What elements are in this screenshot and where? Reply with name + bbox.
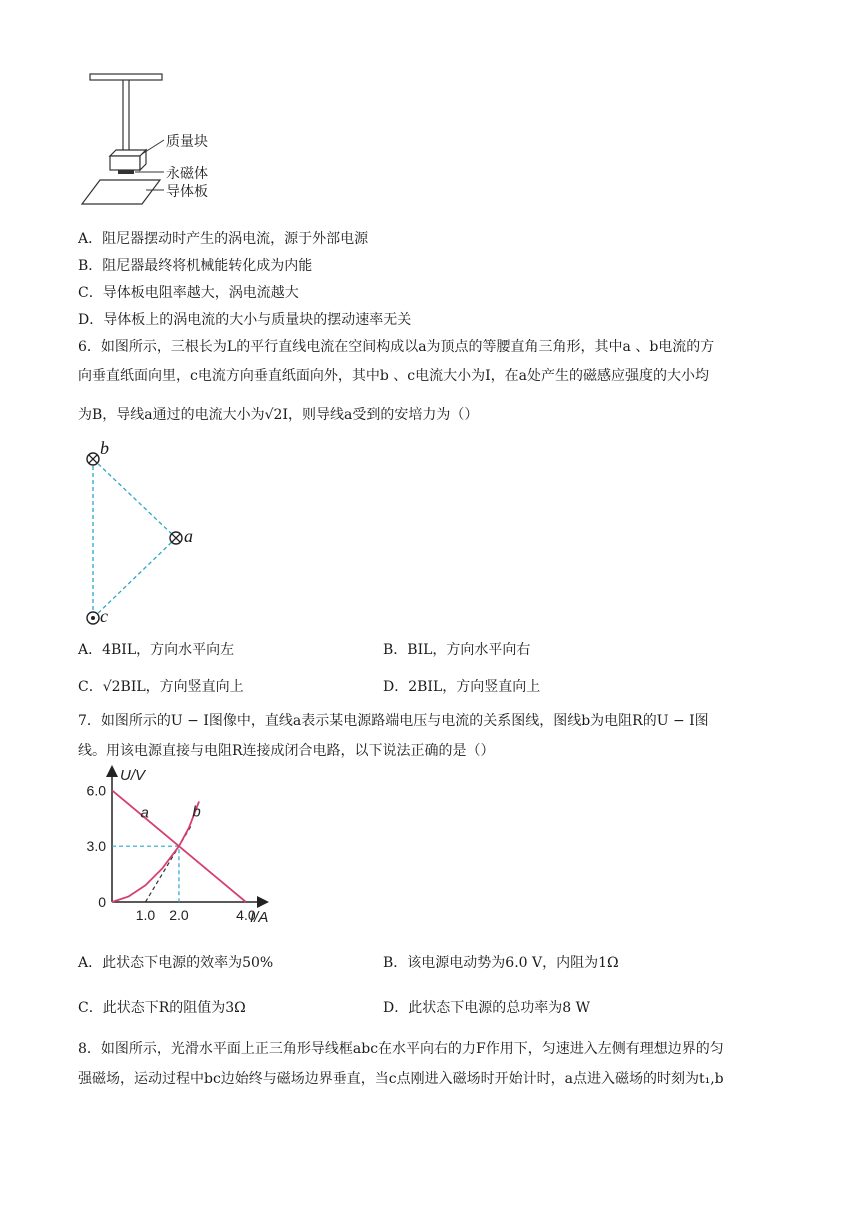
y-tick-label: 0 — [98, 894, 106, 910]
series-b-label: b — [192, 803, 201, 821]
permanent-magnet — [118, 170, 134, 174]
wire-c-out-of-page-icon — [87, 612, 99, 624]
top-plate — [90, 74, 162, 80]
q6-stem-line2: 向垂直纸面向里，c电流方向垂直纸面向外，其中b 、c电流大小为I，在a处产生的磁感应强度的大小均 — [78, 368, 709, 384]
q6-option-a: A．4BIL，方向水平向左 — [78, 642, 235, 658]
q6-option-c: C．√2BIL，方向竖直向上 — [78, 679, 244, 695]
q6-stem-line1: 6．如图所示，三根长为L的平行直线电流在空间构成以a为顶点的等腰直角三角形，其中a 、b电流的方 — [78, 339, 715, 355]
series-a-label: a — [140, 804, 149, 822]
q5-option-a: A．阻尼器摆动时产生的涡电流，源于外部电源 — [78, 231, 369, 247]
q7-stem-line1: 7．如图所示的U − I图像中，直线a表示某电源路端电压与电流的关系图线，图线b为电阻R的U − I图 — [78, 713, 709, 729]
q5-option-b: B．阻尼器最终将机械能转化成为内能 — [78, 258, 313, 274]
q8-stem-line2: 强磁场，运动过程中bc边始终与磁场边界垂直，当c点刚进入磁场时开始计时，a点进入磁场的时刻为t₁,b — [78, 1071, 724, 1087]
y-tick-label: 3.0 — [86, 838, 106, 855]
guide-lines — [112, 846, 179, 902]
label-plate: 导体板 — [166, 184, 208, 200]
q8-stem-line1: 8．如图所示，光滑水平面上正三角形导线框abc在水平向右的力F作用下，匀速进入左侧有理想边界的匀 — [78, 1041, 724, 1057]
fig-label-c: c — [100, 606, 108, 626]
wire-a-into-page-icon — [170, 532, 182, 544]
q5-option-d: D．导体板上的涡电流的大小与质量块的摆动速率无关 — [78, 312, 412, 328]
mass-block — [110, 156, 140, 170]
y-tick-label: 6.0 — [86, 782, 106, 799]
label-magnet: 永磁体 — [166, 166, 208, 182]
q7-option-b: B．该电源电动势为6.0 V，内阻为1Ω — [383, 955, 619, 971]
q7-option-c: C．此状态下R的阻值为3Ω — [78, 1000, 246, 1016]
label-mass: 质量块 — [166, 134, 208, 150]
q7-option-a: A．此状态下电源的效率为50% — [78, 955, 274, 971]
edge-ba — [93, 459, 176, 538]
q6-option-d: D．2BIL，方向竖直向上 — [383, 679, 541, 695]
x-axis-label: I/A — [250, 909, 269, 926]
wire-b-into-page-icon — [87, 453, 99, 465]
q7-option-d: D．此状态下电源的总功率为8 W — [383, 1000, 590, 1016]
fig-label-b: b — [100, 438, 109, 458]
q5-option-c: C．导体板电阻率越大，涡电流越大 — [78, 285, 299, 301]
q6-stem-line3: 为B，导线a通过的电流大小为√2I，则导线a受到的安培力为（） — [78, 407, 479, 423]
x-tick-label: 1.0 — [135, 907, 156, 923]
q6-option-b: B．BIL，方向水平向右 — [383, 642, 531, 658]
conductor-plate — [82, 180, 160, 204]
y-axis-label: U/V — [120, 767, 146, 784]
x-tick-label: 2.0 — [169, 907, 189, 923]
x-tick-label: 4.0 — [236, 907, 256, 923]
u-i-chart — [78, 762, 298, 932]
fig-label-a: a — [184, 526, 193, 546]
leader-mass — [142, 140, 164, 154]
q7-stem-line2: 线。用该电源直接与电阻R连接成闭合电路，以下说法正确的是（） — [78, 743, 495, 759]
